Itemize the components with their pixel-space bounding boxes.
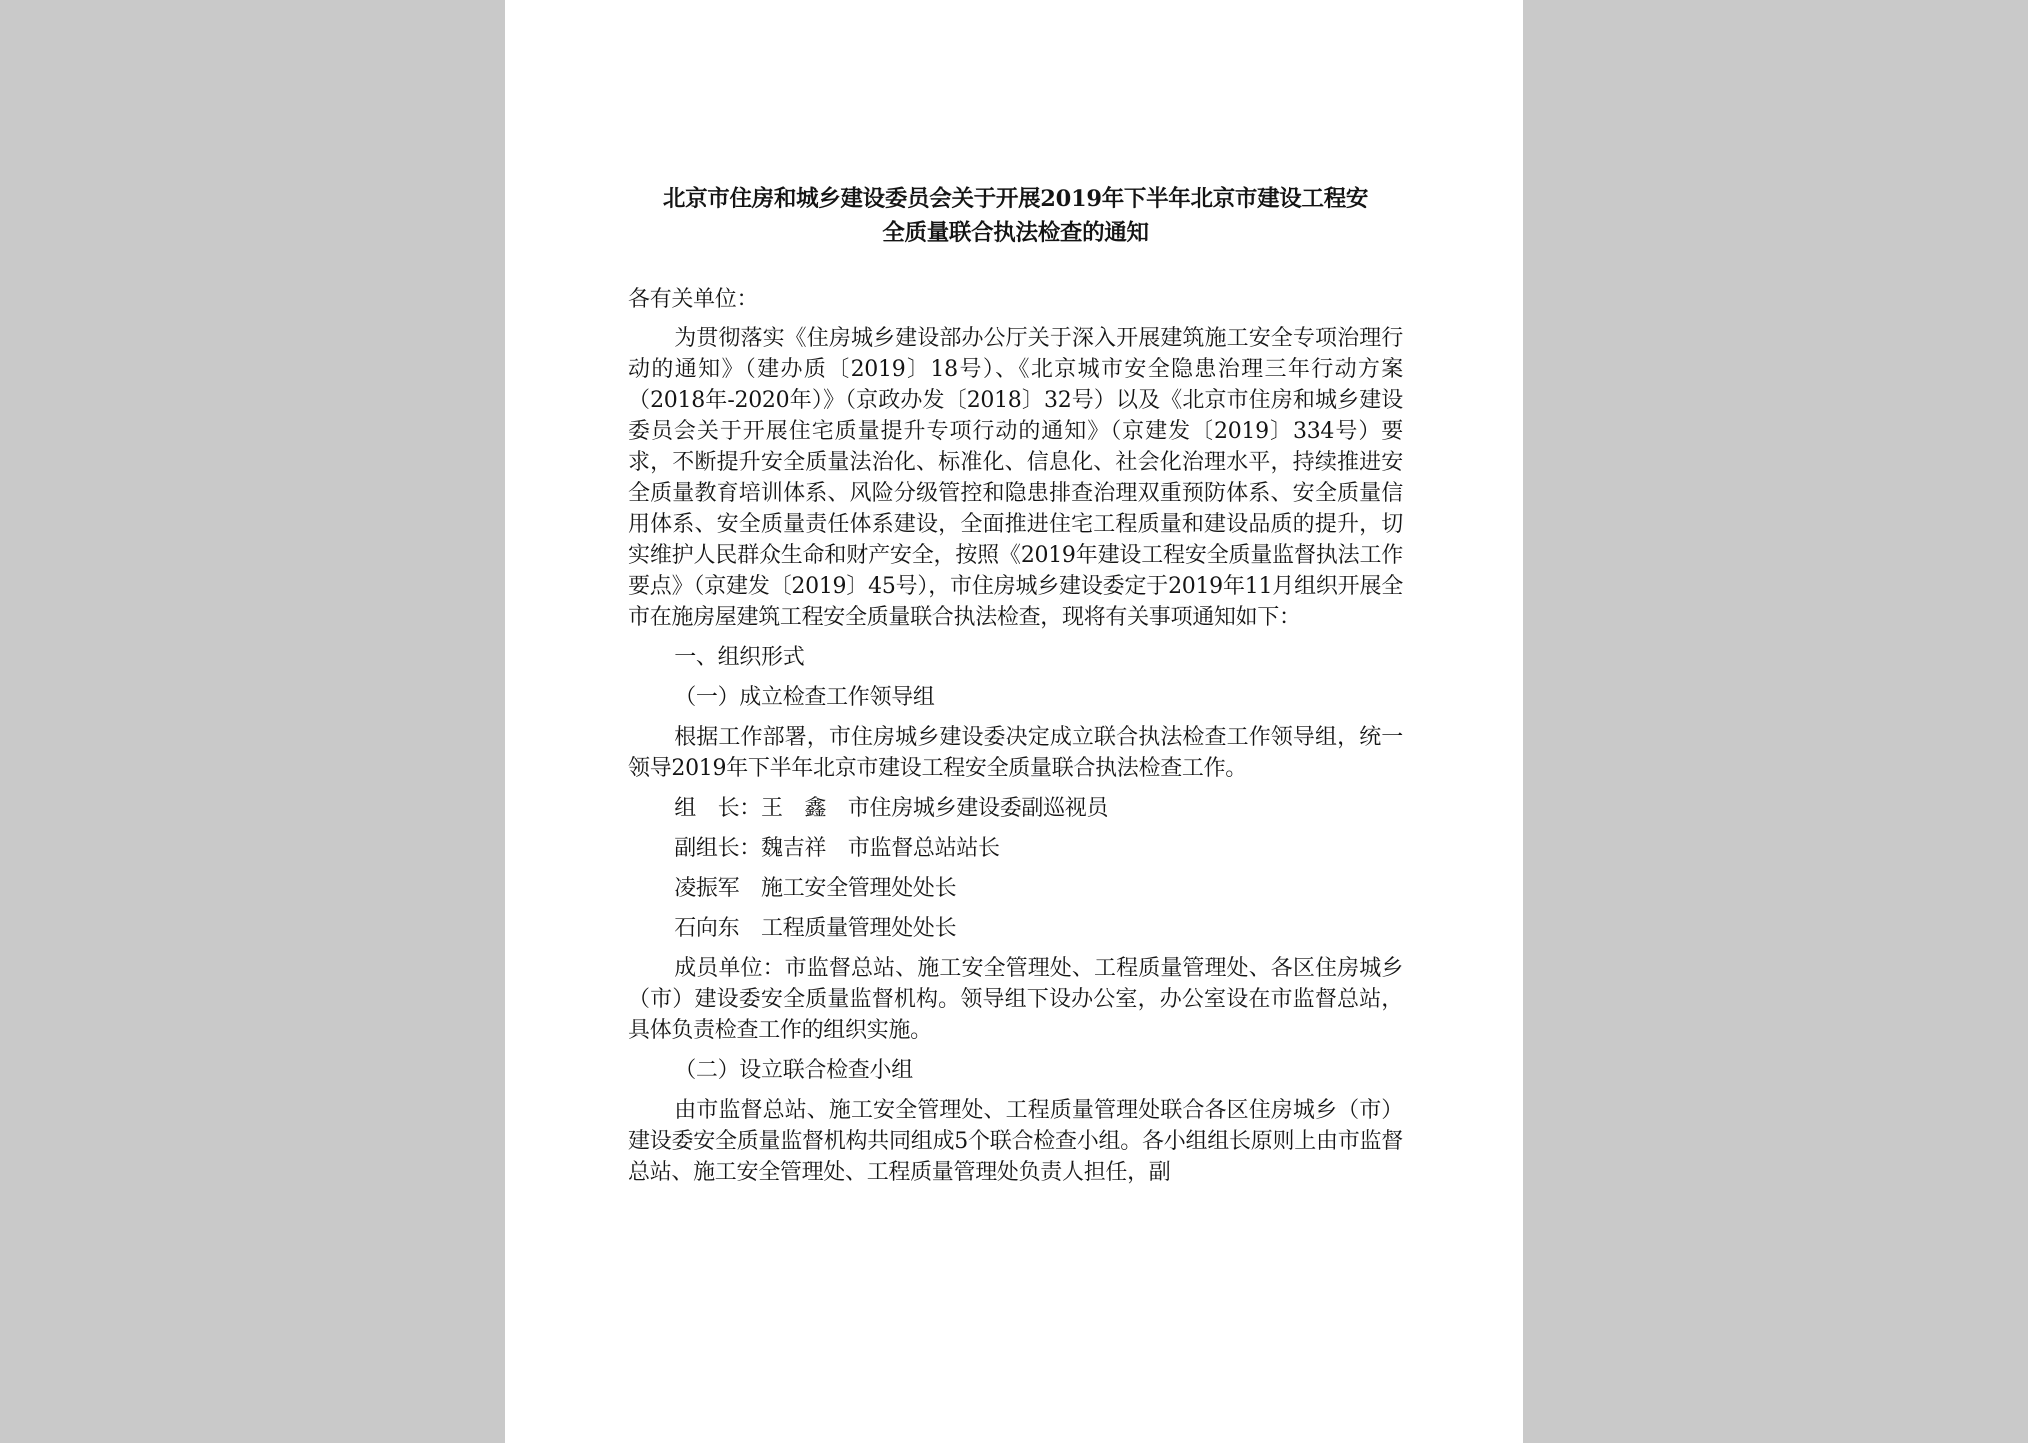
leader-line-3: 凌振军 施工安全管理处处长 bbox=[674, 876, 957, 901]
leader-line-1: 组 长：王 鑫 市住房城乡建设委副巡视员 bbox=[674, 796, 1109, 821]
subsection-heading-joint-inspection: （二）设立联合检查小组 bbox=[674, 1058, 913, 1083]
document-title bbox=[628, 182, 1403, 250]
document-page bbox=[505, 0, 1523, 1443]
intro-paragraph: 为贯彻落实《住房城乡建设部办公厅关于深入开展建筑施工安全专项治理行动的通知》（建办质〔2019〕18号）、《北京城市安全隐患治理三年行动方案（2018年-2020年）》（京政办发〔2018〕32号）以及《北京市住房和城乡建设委员会关于开展住宅质量提升专项行动的通知》（京建发〔2019〕334号）要求，不断提升安全质量法治化、标准化、信息化、社会化治理水平，持续推进安全质量教育培训体系、风险分级管控和隐患排查治理双重预防体系、安全质量信用体系、安全质量责任体系建设，全面推进住宅工程质量和建设品质的提升，切实维护人民群众生命和财产安全，按照《2019年建设工程安全质量监督执法工作要点》（京建发〔2019〕45号），市住房城乡建设委定于2019年11月组织开展全市在施房屋建筑工程安全质量联合执法检查，现将有关事项通知如下： bbox=[628, 326, 1403, 630]
subsection-heading-leadership-group: （一）成立检查工作领导组 bbox=[674, 685, 935, 710]
leader-line-4: 石向东 工程质量管理处处长 bbox=[674, 916, 957, 941]
leadership-group-paragraph: 根据工作部署，市住房城乡建设委决定成立联合执法检查工作领导组，统一领导2019年下半年北京市建设工程安全质量联合执法检查工作。 bbox=[628, 725, 1403, 781]
member-units-paragraph: 成员单位：市监督总站、施工安全管理处、工程质量管理处、各区住房城乡（市）建设委安全质量监督机构。领导组下设办公室，办公室设在市监督总站，具体负责检查工作的组织实施。 bbox=[628, 956, 1403, 1043]
leader-line-2: 副组长：魏吉祥 市监督总站站长 bbox=[674, 836, 1000, 861]
section-heading-organization: 一、组织形式 bbox=[674, 645, 805, 670]
title-line-1: 北京市住房和城乡建设委员会关于开展2019年下半年北京市建设工程安 bbox=[662, 186, 1369, 212]
title-line-2: 全质量联合执法检查的通知 bbox=[882, 220, 1149, 246]
salutation: 各有关单位： bbox=[628, 287, 759, 312]
joint-inspection-paragraph: 由市监督总站、施工安全管理处、工程质量管理处联合各区住房城乡（市）建设委安全质量监督机构共同组成5个联合检查小组。各小组组长原则上由市监督总站、施工安全管理处、工程质量管理处负责人担任，副 bbox=[628, 1098, 1403, 1185]
